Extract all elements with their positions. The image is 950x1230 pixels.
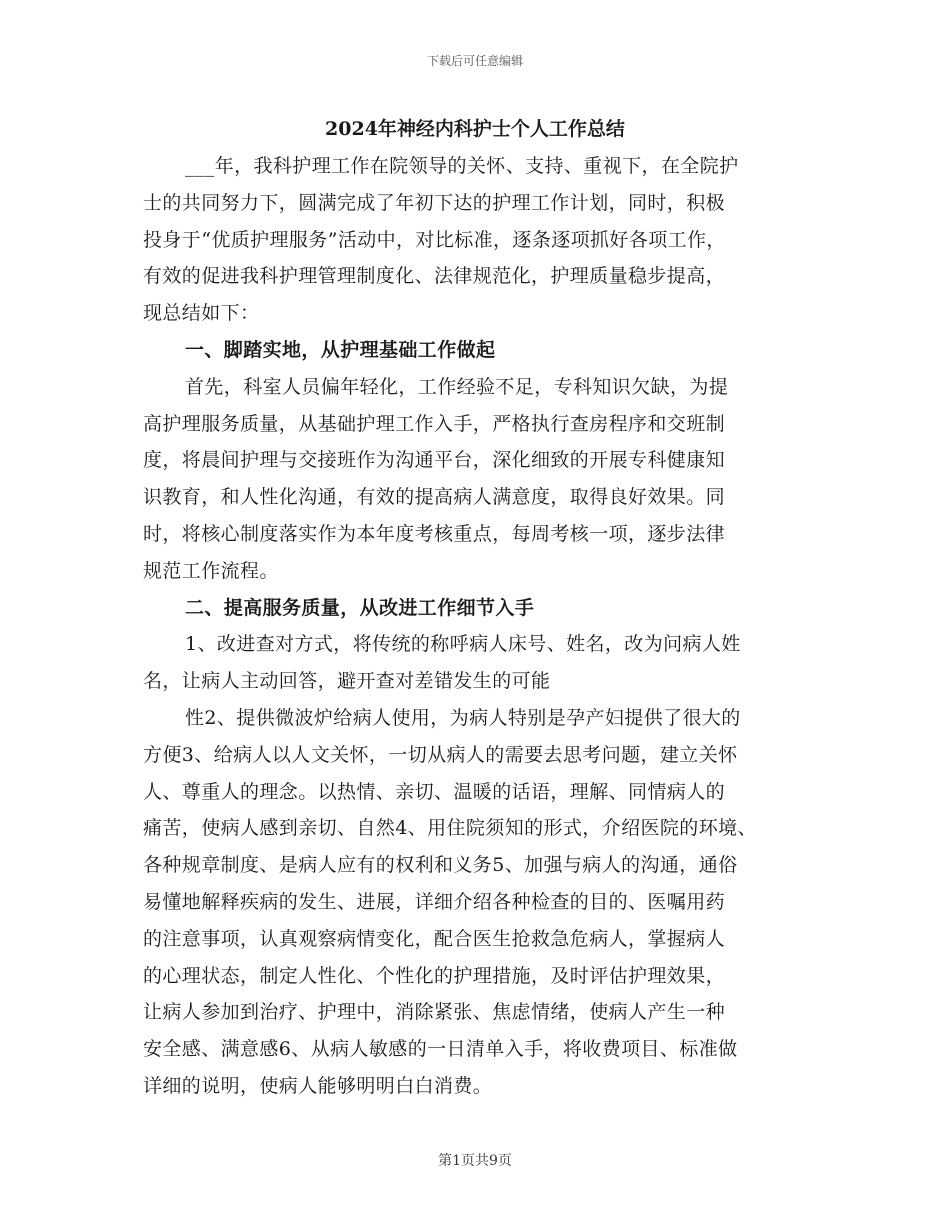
- paragraph-line: 士的共同努力下，圆满完成了年初下达的护理工作计划，同时，积极: [143, 191, 726, 214]
- paragraph-line: 性2、提供微波炉给病人使用，为病人特别是孕产妇提供了很大的: [185, 706, 741, 729]
- paragraph-line: 易懂地解释疾病的发生、进展，详细介绍各种检查的目的、医嘱用药: [143, 890, 726, 913]
- paragraph-line: 首先，科室人员偏年轻化，工作经验不足，专科知识欠缺，为提: [185, 375, 729, 398]
- paragraph-line: 高护理服务质量，从基础护理工作入手，严格执行查房程序和交班制: [143, 412, 726, 435]
- paragraph-line: 安全感、满意感6、从病人敏感的一日清单入手，将收费项目、标准做: [143, 1038, 738, 1061]
- paragraph-line: 的注意事项，认真观察病情变化，配合医生抢救急危病人，掌握病人: [143, 927, 726, 950]
- paragraph-line: 名，让病人主动回答，避开查对差错发生的可能: [143, 670, 551, 693]
- paragraph-line: ___年，我科护理工作在院领导的关怀、支持、重视下，在全院护: [185, 155, 739, 177]
- document-body: [143, 148, 843, 1105]
- header-note: 下载后可任意编辑: [426, 54, 523, 68]
- document-title: 2024年神经内科护士个人工作总结: [325, 118, 625, 140]
- paragraph-line: 1、改进查对方式，将传统的称呼病人床号、姓名，改为问病人姓: [185, 633, 741, 656]
- paragraph-line: 规范工作流程。: [143, 559, 279, 582]
- paragraph-line: 度，将晨间护理与交接班作为沟通平台，深化细致的开展专科健康知: [143, 449, 726, 472]
- paragraph-line: 时，将核心制度落实作为本年度考核重点，每周考核一项，逐步法律: [143, 522, 726, 545]
- paragraph-line: 现总结如下：: [143, 302, 260, 325]
- section-heading-1: 一、脚踏实地，从护理基础工作做起: [185, 338, 496, 361]
- paragraph-line: 人、尊重人的理念。以热情、亲切、温暖的话语，理解、同情病人的: [143, 780, 726, 803]
- paragraph-line: 的心理状态，制定人性化、个性化的护理措施，及时评估护理效果，: [143, 964, 726, 987]
- page-number: 第1页共9页: [438, 1153, 512, 1169]
- paragraph-line: 让病人参加到治疗、护理中，消除紧张、焦虑情绪，使病人产生一种: [143, 1001, 726, 1024]
- paragraph-line: 各种规章制度、是病人应有的权利和义务5、加强与病人的沟通，通俗: [143, 854, 738, 877]
- section-heading-2: 二、提高服务质量，从改进工作细节入手: [185, 596, 535, 619]
- paragraph-line: 投身于“优质护理服务”活动中，对比标准，逐条逐项抓好各项工作，: [143, 228, 726, 251]
- paragraph-line: 有效的促进我科护理管理制度化、法律规范化，护理质量稳步提高，: [143, 265, 726, 288]
- paragraph-line: 方便3、给病人以人文关怀，一切从病人的需要去思考问题，建立关怀: [143, 743, 738, 766]
- paragraph-line: 识教育，和人性化沟通，有效的提高病人满意度，取得良好效果。同: [143, 486, 726, 509]
- paragraph-line: 痛苦，使病人感到亲切、自然4、用住院须知的形式，介绍医院的环境、: [143, 817, 757, 840]
- paragraph-line: 详细的说明，使病人能够明明白白消费。: [143, 1074, 493, 1097]
